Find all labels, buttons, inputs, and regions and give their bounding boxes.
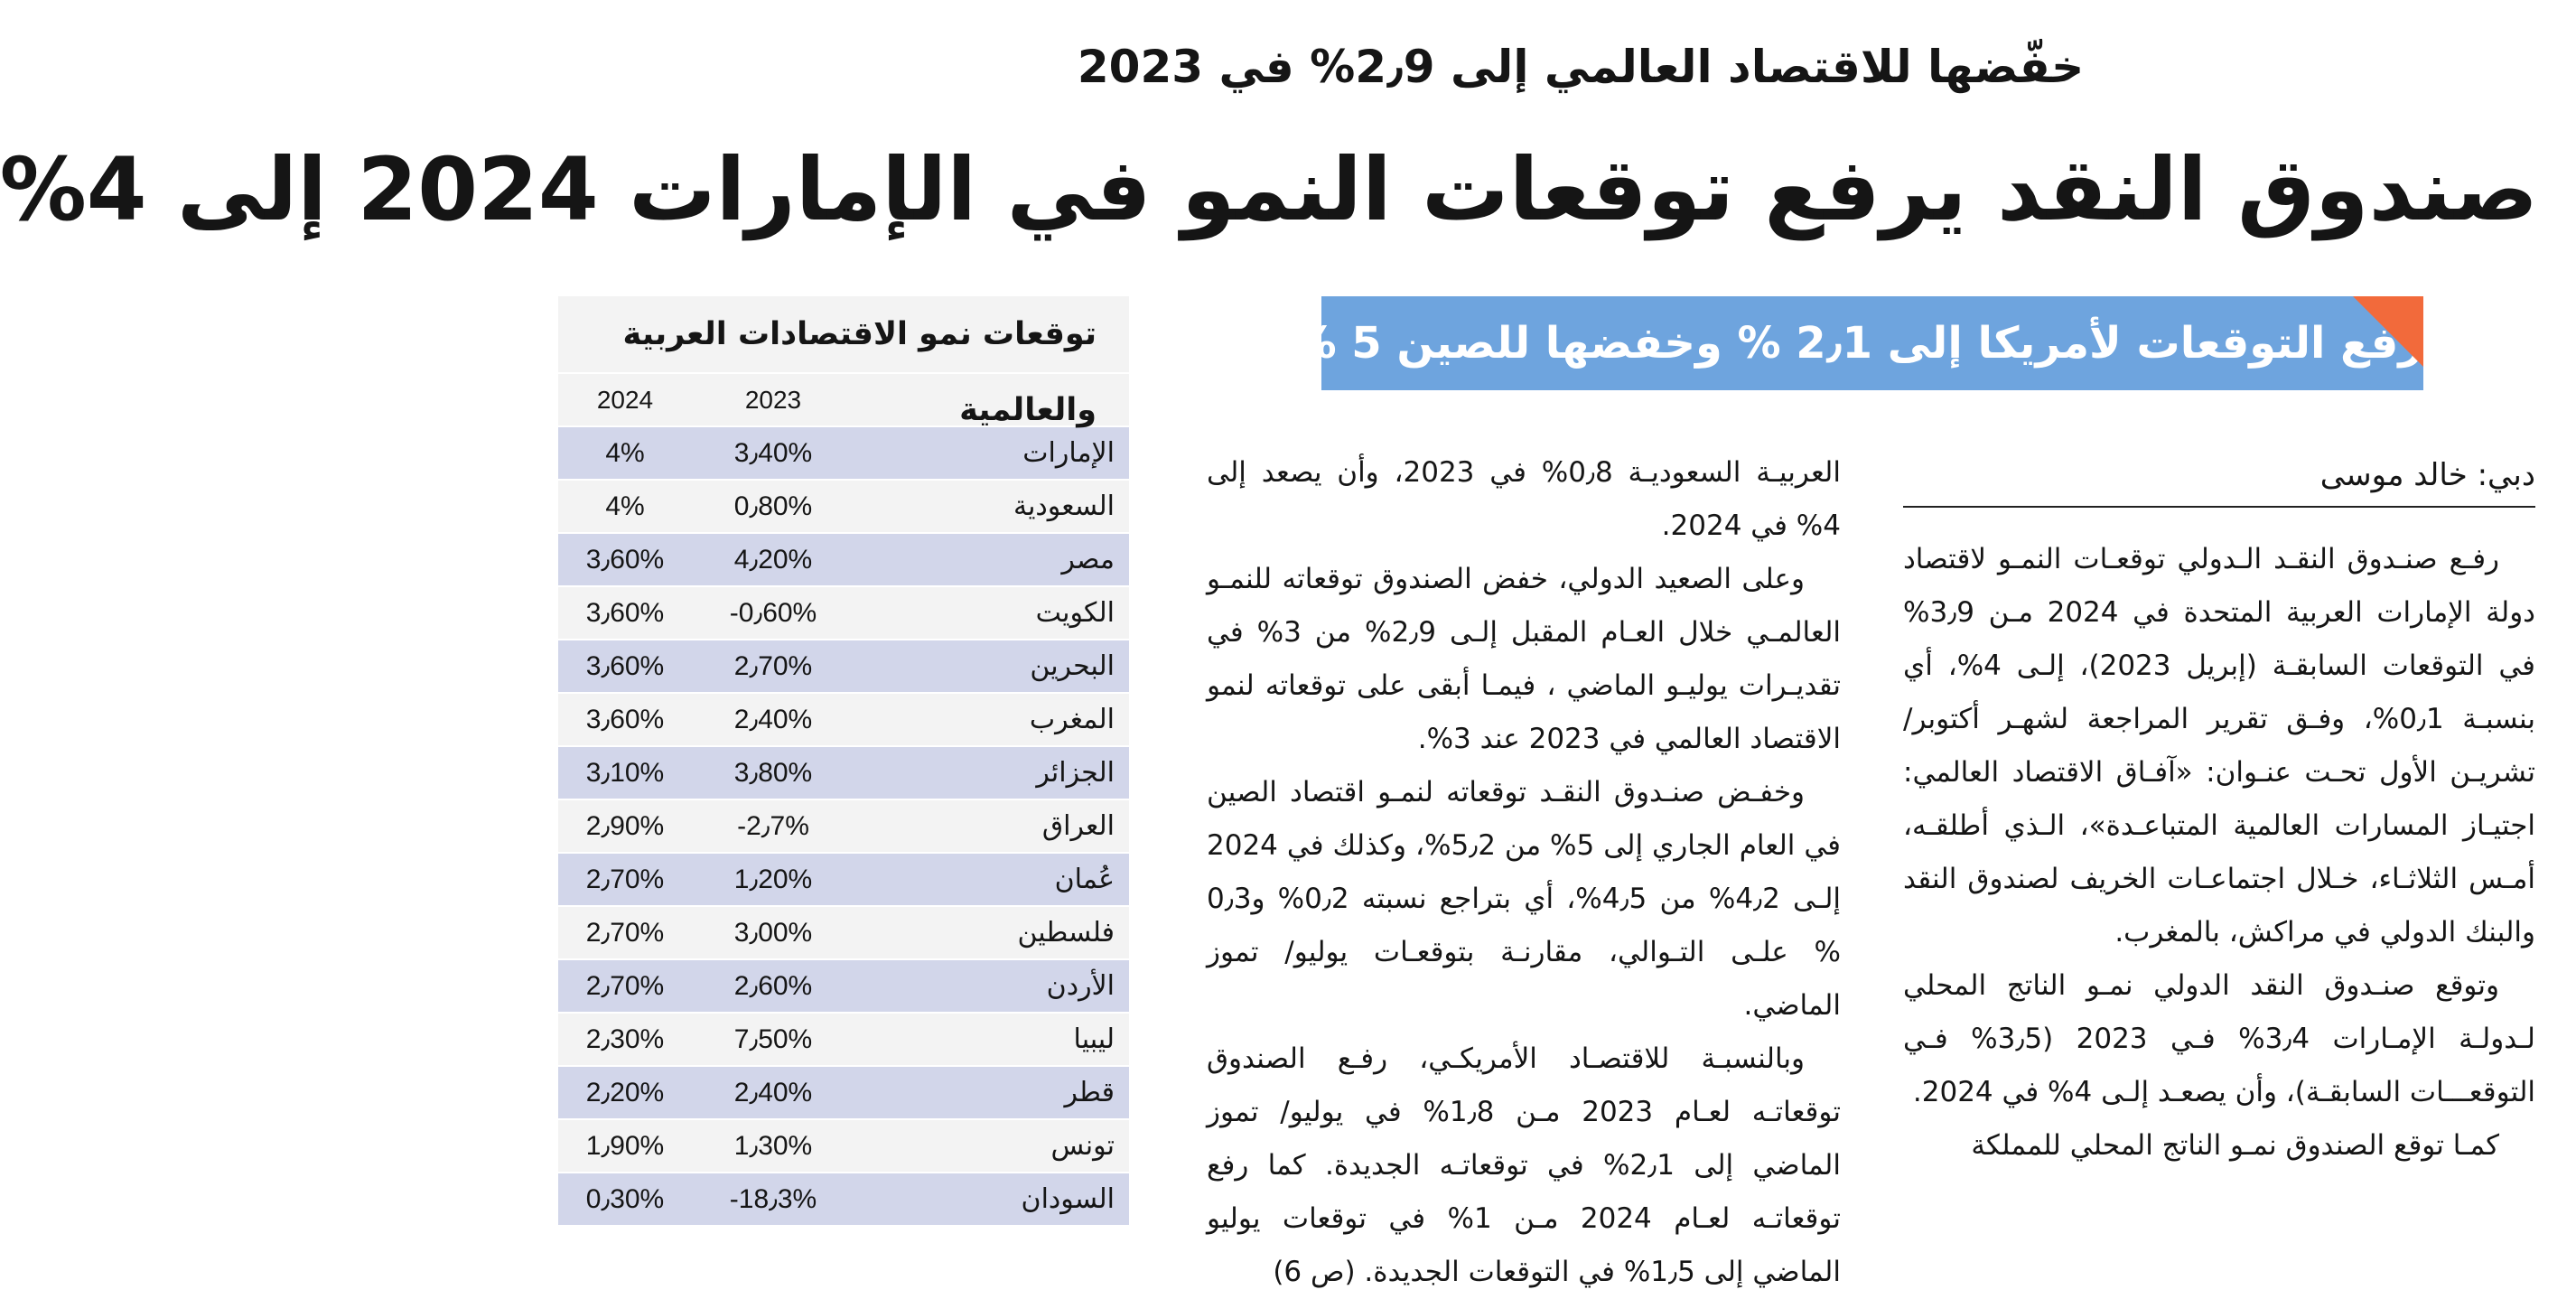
value-2023-cell: -18٫3% — [729, 1184, 817, 1214]
table-header-row — [558, 372, 1129, 425]
growth-forecast-table — [558, 296, 1129, 1223]
table-row — [558, 532, 1129, 585]
article-paragraph: وعلى الصعيد الدولي، خفض الصندوق توقعاته للنمـو العالمـي خلال العـام المقبل إلـى 2٫9% من 3% في تقديـرات يوليـو الماضي ، فيمـا أبقى على توقعاته لنمو الاقتصاد العالمي في 2023 عند 3%. — [1207, 563, 1841, 755]
value-2023-cell: 1٫20% — [733, 864, 813, 894]
subheadline-banner — [1293, 296, 2423, 390]
country-cell: السودان — [1021, 1183, 1115, 1215]
value-2023-cell: 2٫40% — [733, 1078, 813, 1107]
value-2024-cell: 3٫60% — [585, 598, 665, 628]
country-cell: الأردن — [1046, 970, 1115, 1002]
country-cell: السعودية — [1013, 491, 1115, 522]
header-country — [854, 374, 1129, 425]
country-cell: تونس — [1050, 1130, 1115, 1162]
table-title: توقعات نمو الاقتصادات العربية والعالمية — [558, 296, 1129, 372]
value-2024-cell: 2٫70% — [585, 971, 665, 1001]
value-2024-cell: 0٫30% — [585, 1184, 665, 1214]
value-2023-cell: 0٫80% — [733, 491, 813, 521]
country-cell: العراق — [1041, 810, 1115, 842]
article-column-right — [1903, 533, 2535, 1173]
value-2023-cell: -0٫60% — [729, 598, 817, 628]
article-paragraph: وتوقع صنـدوق النقد الدولي نمـو الناتج المحلي لـدولـة الإمـارات 3٫4% فـي 2023 (3٫5% فـي التوقعـــات السابقـة)، وأن يصعـد إلـى 4% في 2024. — [1903, 969, 2535, 1108]
value-2023-cell: -2٫7% — [737, 811, 809, 841]
value-2024-cell: 2٫70% — [585, 918, 665, 948]
table-row — [558, 745, 1129, 799]
value-2024-cell: 2٫30% — [585, 1024, 665, 1054]
country-cell: الإمارات — [1022, 437, 1115, 469]
article-paragraph: وبالنسبـة للاقتصـاد الأمريكـي، رفـع الصندوق توقعاتـه لعـام 2023 مـن 1٫8% في يوليو/ تموز الماضي إلى 2٫1% في توقعاتـه الجديدة. كما رفع توقعاتـه لعـام 2024 مـن 1% في توقعات يوليو الماضي إلى 1٫5% في التوقعات الجديدة. (ص 6) — [1207, 1042, 1841, 1288]
value-2024-cell: 4% — [605, 438, 645, 468]
table-row — [558, 1065, 1129, 1118]
table-row — [558, 425, 1129, 479]
country-cell: الجزائر — [1036, 757, 1115, 789]
table-row — [558, 585, 1129, 639]
header-2023: 2023 — [744, 386, 802, 414]
value-2024-cell: 4% — [605, 491, 645, 521]
country-cell: البحرين — [1030, 650, 1115, 682]
value-2023-cell: 3٫40% — [733, 438, 813, 468]
country-cell: المغرب — [1029, 704, 1115, 735]
main-headline: صندوق النقد يرفع توقعات النمو في الإمارات 2024 إلى 4% — [0, 139, 2538, 240]
value-2024-cell: 2٫70% — [585, 864, 665, 894]
table-row — [558, 799, 1129, 852]
table-row — [558, 479, 1129, 532]
orange-corner-accent — [2353, 296, 2423, 367]
subheadline-text: رفع التوقعات لأمريكا إلى 2٫1 % وخفضها للصين 5 % — [1293, 318, 2423, 369]
table-row — [558, 639, 1129, 692]
header-2024: 2024 — [596, 386, 654, 414]
country-cell: ليبيا — [1073, 1023, 1115, 1055]
table-row — [558, 1012, 1129, 1065]
country-cell: عُمان — [1054, 864, 1115, 895]
value-2024-cell: 3٫60% — [585, 651, 665, 681]
article-column-middle — [1207, 446, 1841, 1299]
value-2023-cell: 4٫20% — [733, 545, 813, 575]
article-paragraph: العربيـة السعوديـة 0٫8% في 2023، وأن يصعد إلى 4% في 2024. — [1207, 456, 1841, 542]
value-2024-cell: 2٫20% — [585, 1078, 665, 1107]
country-cell: فلسطين — [1017, 917, 1115, 949]
value-2023-cell: 2٫60% — [733, 971, 813, 1001]
value-2023-cell: 3٫00% — [733, 918, 813, 948]
kicker-headline: خفّضها للاقتصاد العالمي إلى 2٫9% في 2023 — [1077, 41, 2085, 93]
article-paragraph: وخفـض صنـدوق النقـد توقعاته لنمـو اقتصاد الصين في العام الجاري إلى 5% من 5٫2%، وكذلك في 2024 إلـى 4٫2% من 4٫5%، أي بتراجع نسبته 0٫2% و0٫3 % علـى التـوالي، مقارنـة بتوقعـات يوليو/ تموز الماضي. — [1207, 776, 1841, 1022]
article-paragraph: كمـا توقع الصندوق نمـو الناتج المحلي للمملكة — [1971, 1129, 2499, 1162]
value-2024-cell: 2٫90% — [585, 811, 665, 841]
value-2023-cell: 2٫40% — [733, 705, 813, 734]
value-2023-cell: 7٫50% — [733, 1024, 813, 1054]
value-2024-cell: 3٫60% — [585, 545, 665, 575]
value-2023-cell: 3٫80% — [733, 758, 813, 788]
table-row — [558, 852, 1129, 905]
value-2024-cell: 3٫60% — [585, 705, 665, 734]
country-cell: مصر — [1061, 544, 1115, 575]
byline: دبي: خالد موسى — [2319, 457, 2535, 493]
value-2024-cell: 3٫10% — [585, 758, 665, 788]
byline-divider — [1903, 506, 2535, 508]
table-body — [558, 425, 1129, 1225]
country-cell: قطر — [1064, 1077, 1115, 1108]
value-2023-cell: 1٫30% — [733, 1131, 813, 1161]
table-row — [558, 958, 1129, 1012]
table-row — [558, 905, 1129, 958]
value-2023-cell: 2٫70% — [733, 651, 813, 681]
article-paragraph: رفـع صنـدوق النقـد الـدولي توقعـات النمـو لاقتصاد دولة الإمارات العربية المتحدة في 2024 مـن 3٫9% في التوقعات السابقـة (إبريل 2023)، إلـى 4%، أي بنسبـة 0٫1%، وفـق تقرير المراجعة لشهـر أكتوبر/ تشريـن الأول تحـت عنـوان: «آفـاق الاقتصاد العالمي: اجتيـاز المسارات العالمية المتباعـدة»، الـذي أطلقـه، أمـس الثلاثـاء، خـلال اجتماعـات الخريف لصندوق النقد والبنك الدولي في مراكش، بالمغرب. — [1903, 543, 2535, 949]
country-cell: الكويت — [1035, 597, 1115, 629]
table-row — [558, 692, 1129, 745]
table-row — [558, 1172, 1129, 1225]
table-row — [558, 1118, 1129, 1172]
value-2024-cell: 1٫90% — [585, 1131, 665, 1161]
